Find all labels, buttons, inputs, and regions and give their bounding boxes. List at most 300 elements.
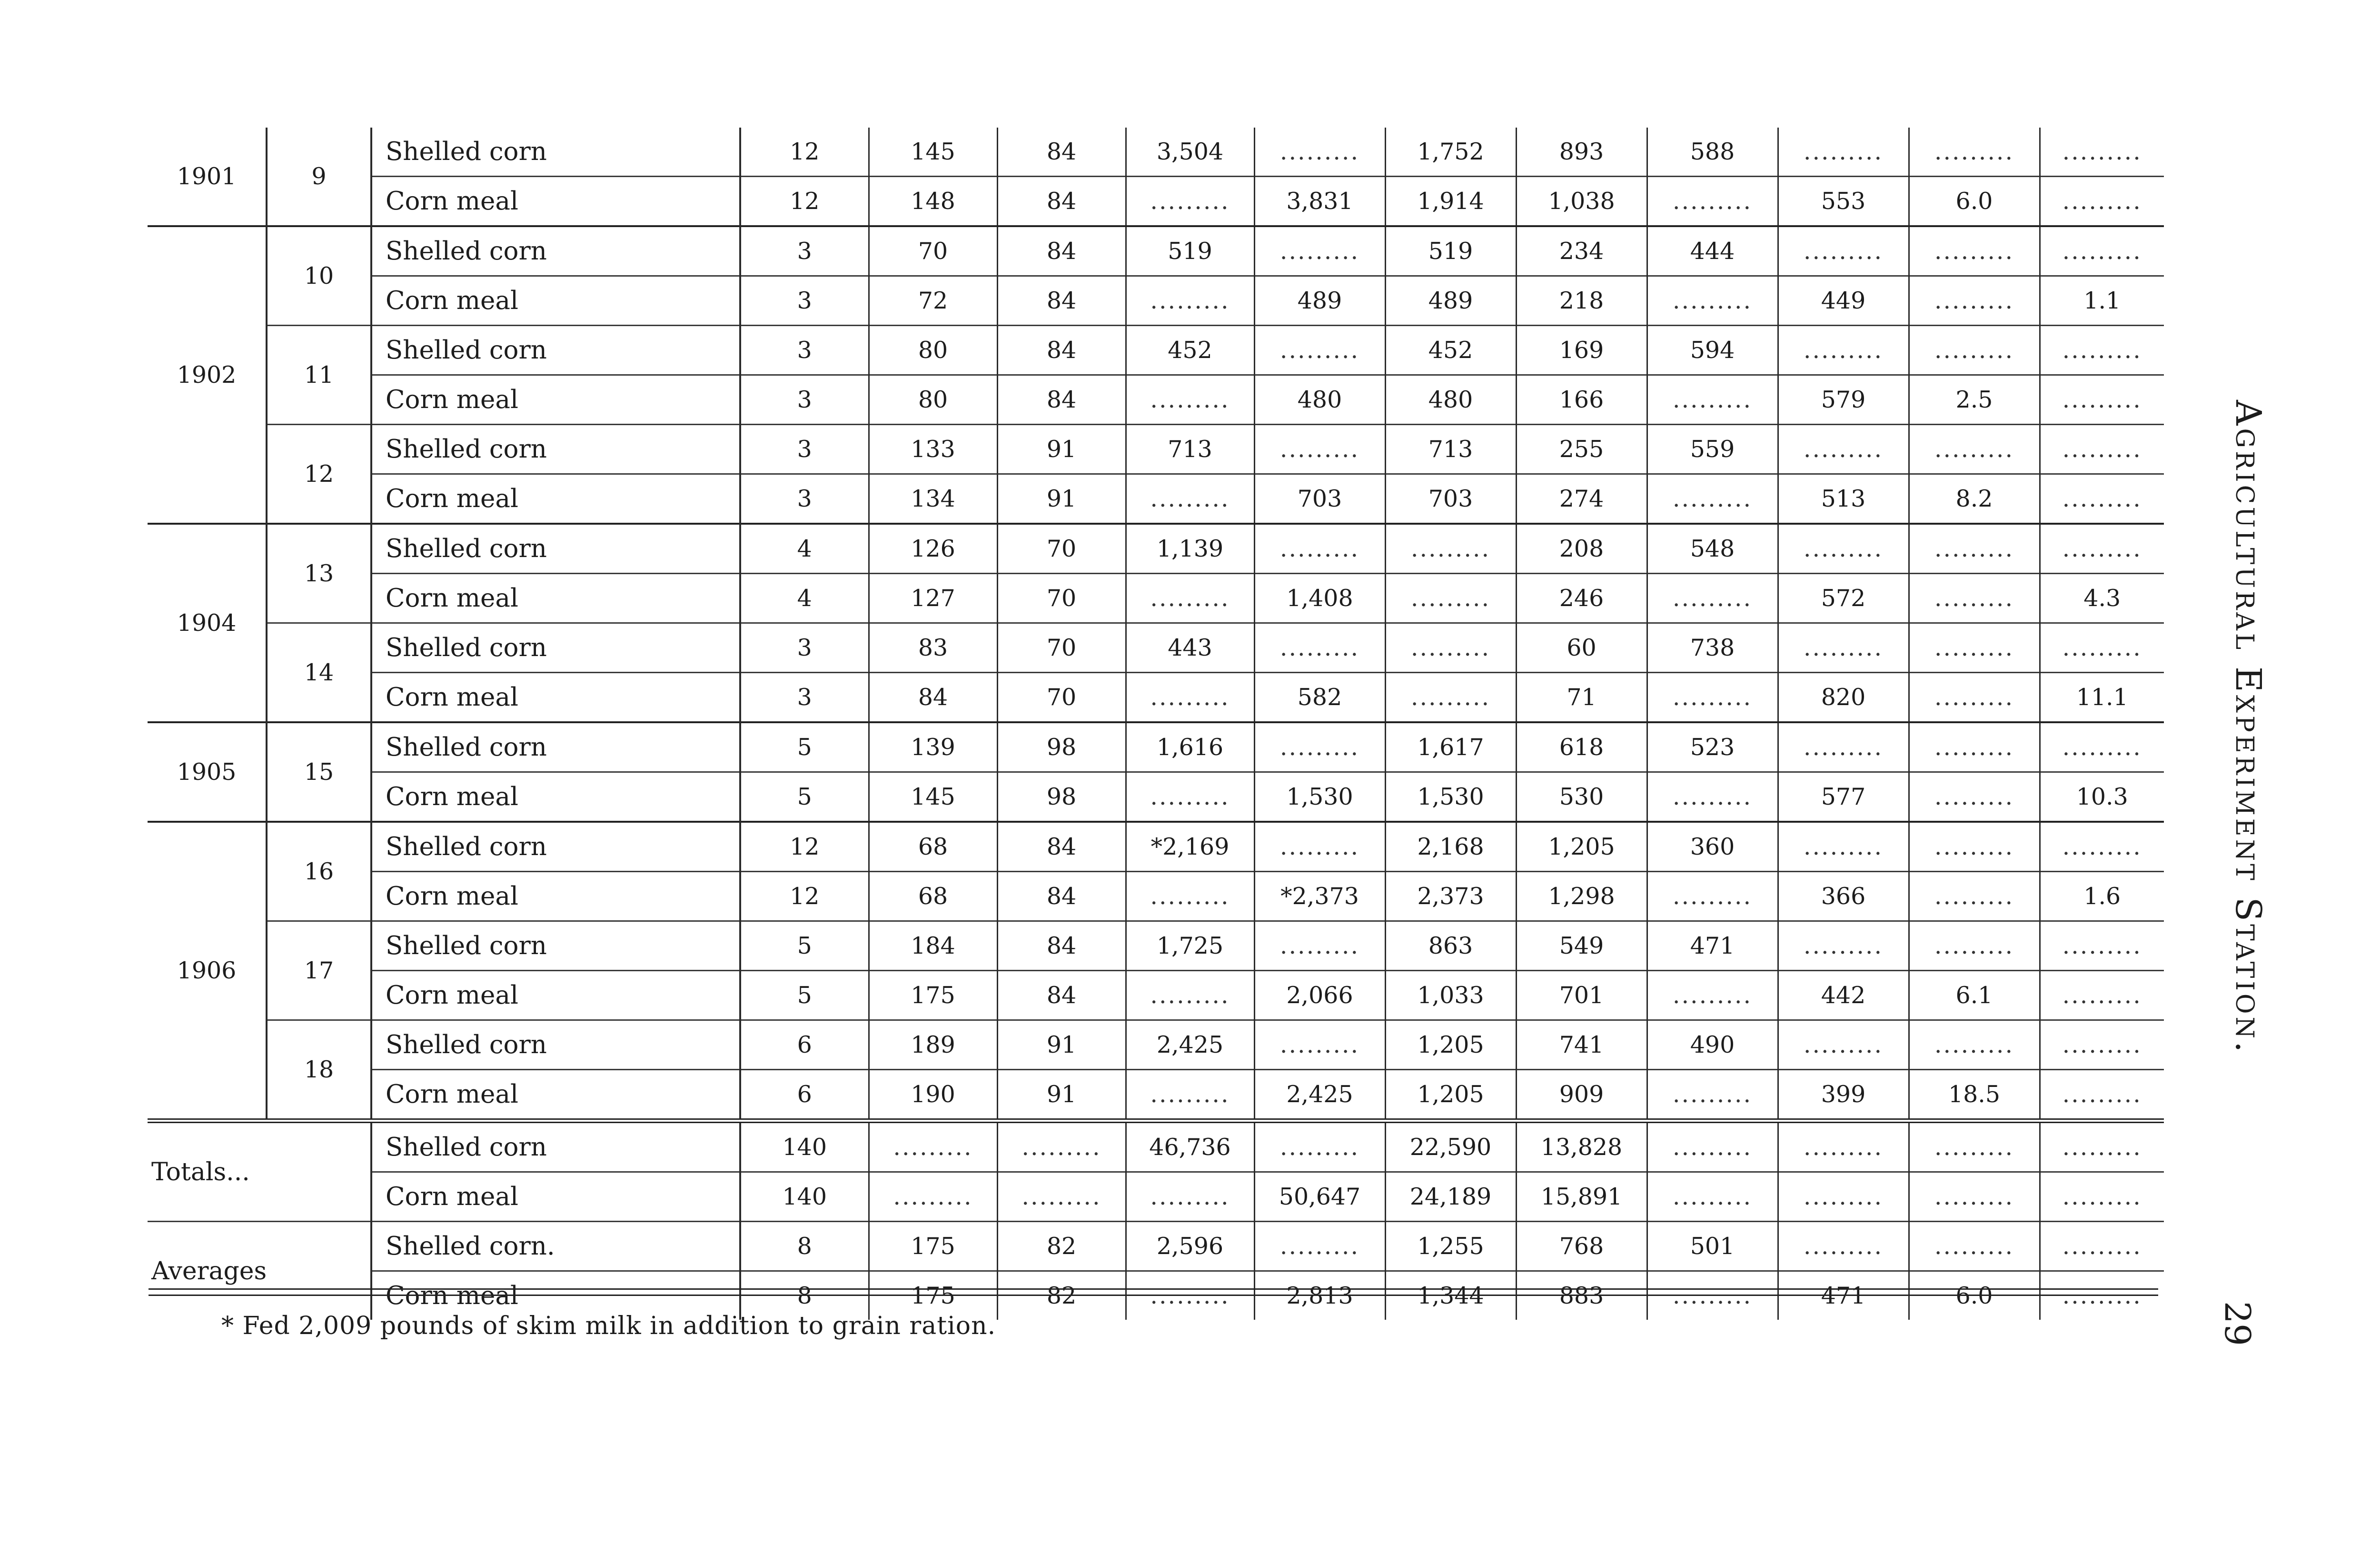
table-cell: 134 — [869, 474, 997, 524]
feed-cell: Corn meal — [371, 574, 740, 623]
leader-dots: ......... — [1150, 485, 1230, 512]
table-cell: 84 — [869, 673, 997, 723]
table-cell — [2040, 971, 2164, 1020]
leader-dots: ......... — [1410, 535, 1491, 562]
table-cell: 84 — [997, 177, 1126, 227]
table-cell: 127 — [869, 574, 997, 623]
leader-dots: ......... — [2062, 1282, 2142, 1309]
table-cell — [869, 1121, 997, 1172]
table-cell — [1126, 276, 1254, 326]
leader-dots: ......... — [1672, 684, 1753, 711]
feed-cell: Corn meal — [371, 1271, 740, 1320]
leader-dots: ......... — [2062, 188, 2142, 215]
table-cell — [1254, 1222, 1385, 1271]
table-cell — [1778, 822, 1909, 872]
table-cell: 893 — [1516, 128, 1647, 177]
feeding-results-table — [148, 128, 2164, 1320]
leader-dots: ......... — [1410, 634, 1491, 661]
totals-row — [148, 1121, 2164, 1172]
table-cell: 126 — [869, 524, 997, 574]
table-cell: 84 — [997, 872, 1126, 921]
table-cell — [1909, 128, 2040, 177]
leader-dots: ......... — [1934, 1183, 2014, 1210]
leader-dots: ......... — [1150, 386, 1230, 413]
table-cell: 1,255 — [1385, 1222, 1516, 1271]
leader-dots: ......... — [1279, 535, 1360, 562]
table-cell — [1909, 772, 2040, 822]
year-cell: 1904 — [148, 524, 267, 722]
table-cell: 234 — [1516, 226, 1647, 276]
leader-dots: ......... — [2062, 1081, 2142, 1108]
table-cell — [1254, 623, 1385, 673]
table-cell — [1778, 128, 1909, 177]
lot-number-cell: 12 — [267, 425, 371, 524]
lot-number-cell: 17 — [267, 921, 371, 1020]
table-row — [148, 722, 2164, 772]
table-cell — [1647, 971, 1778, 1020]
averages-row — [148, 1222, 2164, 1271]
leader-dots: ......... — [2062, 932, 2142, 959]
table-cell — [997, 1121, 1126, 1172]
table-cell: 84 — [997, 128, 1126, 177]
leader-dots: ......... — [2062, 337, 2142, 364]
table-cell: 169 — [1516, 326, 1647, 375]
table-cell — [2040, 1070, 2164, 1121]
table-cell: 274 — [1516, 474, 1647, 524]
table-cell: 98 — [997, 772, 1126, 822]
table-cell: 15,891 — [1516, 1172, 1647, 1222]
table-row — [148, 1070, 2164, 1121]
table-cell — [1647, 1172, 1778, 1222]
table-cell — [1909, 623, 2040, 673]
table-cell: 50,647 — [1254, 1172, 1385, 1222]
table-cell: 3 — [740, 226, 869, 276]
table-cell — [1647, 872, 1778, 921]
table-cell — [1647, 772, 1778, 822]
table-cell — [1647, 1070, 1778, 1121]
leader-dots: ......... — [1279, 238, 1360, 265]
table-cell: 1,530 — [1254, 772, 1385, 822]
table-cell: 22,590 — [1385, 1121, 1516, 1172]
table-cell — [1126, 1172, 1254, 1222]
table-cell: 1,914 — [1385, 177, 1516, 227]
table-cell: 71 — [1516, 673, 1647, 723]
table-cell: 741 — [1516, 1020, 1647, 1070]
table-cell — [997, 1172, 1126, 1222]
table-cell: 8 — [740, 1271, 869, 1320]
lot-number-cell: 15 — [267, 722, 371, 822]
feed-cell: Shelled corn — [371, 524, 740, 574]
feed-cell: Shelled corn — [371, 722, 740, 772]
leader-dots: ......... — [1150, 585, 1230, 612]
table-cell — [1126, 971, 1254, 1020]
table-cell: 909 — [1516, 1070, 1647, 1121]
table-cell: 883 — [1516, 1271, 1647, 1320]
table-cell: 444 — [1647, 226, 1778, 276]
year-cell: 1906 — [148, 822, 267, 1121]
table-cell: 83 — [869, 623, 997, 673]
table-cell: 208 — [1516, 524, 1647, 574]
leader-dots: ......... — [1934, 1031, 2014, 1058]
table-cell — [1126, 574, 1254, 623]
table-cell: 91 — [997, 474, 1126, 524]
table-cell — [1909, 574, 2040, 623]
table-cell: 80 — [869, 326, 997, 375]
table-cell: 46,736 — [1126, 1121, 1254, 1172]
leader-dots: ......... — [1279, 337, 1360, 364]
table-cell — [1254, 722, 1385, 772]
feed-cell: Shelled corn — [371, 326, 740, 375]
table-cell: 1,033 — [1385, 971, 1516, 1020]
table-cell — [1126, 772, 1254, 822]
year-cell: 1902 — [148, 226, 267, 524]
table-cell: 471 — [1778, 1271, 1909, 1320]
averages-label: Averages — [148, 1222, 371, 1320]
table-cell: 489 — [1254, 276, 1385, 326]
table-cell — [1254, 921, 1385, 971]
table-cell: 70 — [997, 673, 1126, 723]
table-cell: 133 — [869, 425, 997, 474]
leader-dots: ......... — [1934, 436, 2014, 463]
table-row — [148, 524, 2164, 574]
table-cell: 3,831 — [1254, 177, 1385, 227]
table-cell: 84 — [997, 326, 1126, 375]
table-cell: 2,596 — [1126, 1222, 1254, 1271]
table-cell: 2.5 — [1909, 375, 2040, 425]
table-cell — [1778, 1222, 1909, 1271]
feed-cell: Shelled corn — [371, 822, 740, 872]
table-cell — [1909, 276, 2040, 326]
feed-cell: Shelled corn — [371, 128, 740, 177]
table-cell — [1778, 722, 1909, 772]
table-cell: 255 — [1516, 425, 1647, 474]
leader-dots: ......... — [1279, 1134, 1360, 1161]
leader-dots: ......... — [1279, 634, 1360, 661]
table-cell: 12 — [740, 177, 869, 227]
leader-dots: ......... — [2062, 535, 2142, 562]
table-cell — [1254, 425, 1385, 474]
table-bottom-rule — [149, 1288, 2158, 1296]
feed-cell: Shelled corn — [371, 1020, 740, 1070]
table-cell: 10.3 — [2040, 772, 2164, 822]
feed-cell: Shelled corn — [371, 1121, 740, 1172]
table-row — [148, 326, 2164, 375]
totals-row — [148, 1172, 2164, 1222]
table-row — [148, 673, 2164, 723]
leader-dots: ......... — [1279, 1031, 1360, 1058]
table-cell — [2040, 1222, 2164, 1271]
leader-dots: ......... — [1150, 982, 1230, 1009]
leader-dots: ......... — [1934, 1134, 2014, 1161]
table-cell — [869, 1172, 997, 1222]
feed-cell: Shelled corn — [371, 425, 740, 474]
table-cell — [1254, 524, 1385, 574]
table-cell — [2040, 1121, 2164, 1172]
table-cell: 820 — [1778, 673, 1909, 723]
table-cell — [1778, 921, 1909, 971]
leader-dots: ......... — [2062, 238, 2142, 265]
table-cell: 145 — [869, 772, 997, 822]
table-cell: 1,298 — [1516, 872, 1647, 921]
table-cell — [1909, 425, 2040, 474]
leader-dots: ......... — [1672, 188, 1753, 215]
table-cell: 190 — [869, 1070, 997, 1121]
leader-dots: ......... — [1672, 982, 1753, 1009]
table-row — [148, 574, 2164, 623]
table-cell: 523 — [1647, 722, 1778, 772]
page-number: 29 — [2217, 1301, 2258, 1346]
leader-dots: ......... — [1672, 1134, 1753, 1161]
table-cell: 3 — [740, 276, 869, 326]
table-cell — [1254, 326, 1385, 375]
table-cell: 91 — [997, 1020, 1126, 1070]
leader-dots: ......... — [1803, 634, 1884, 661]
table-cell: 60 — [1516, 623, 1647, 673]
table-cell: 11.1 — [2040, 673, 2164, 723]
table-cell — [2040, 128, 2164, 177]
table-cell: 548 — [1647, 524, 1778, 574]
leader-dots: ......... — [2062, 1233, 2142, 1260]
year-cell: 1905 — [148, 722, 267, 822]
lot-number-cell: 13 — [267, 524, 371, 623]
table-row — [148, 177, 2164, 227]
table-cell: 5 — [740, 772, 869, 822]
table-cell — [1647, 177, 1778, 227]
table-cell: 3 — [740, 375, 869, 425]
leader-dots: ......... — [1803, 734, 1884, 761]
leader-dots: ......... — [1150, 1282, 1230, 1309]
leader-dots: ......... — [1672, 1183, 1753, 1210]
table-cell — [1647, 673, 1778, 723]
feed-cell: Shelled corn — [371, 226, 740, 276]
leader-dots: ......... — [893, 1183, 973, 1210]
table-cell — [1778, 326, 1909, 375]
leader-dots: ......... — [1672, 585, 1753, 612]
table-cell: 1.6 — [2040, 872, 2164, 921]
leader-dots: ......... — [1803, 138, 1884, 165]
leader-dots: ......... — [2062, 485, 2142, 512]
table-row — [148, 375, 2164, 425]
feed-cell: Corn meal — [371, 1070, 740, 1121]
table-cell: 703 — [1385, 474, 1516, 524]
leader-dots: ......... — [2062, 1134, 2142, 1161]
leader-dots: ......... — [1934, 585, 2014, 612]
table-cell: 84 — [997, 921, 1126, 971]
lot-number-cell: 16 — [267, 822, 371, 921]
table-cell — [1909, 524, 2040, 574]
table-cell: 553 — [1778, 177, 1909, 227]
table-cell: 1,205 — [1516, 822, 1647, 872]
leader-dots: ......... — [1410, 585, 1491, 612]
table-cell — [1385, 673, 1516, 723]
table-cell: 3 — [740, 673, 869, 723]
leader-dots: ......... — [1934, 138, 2014, 165]
table-cell: 13,828 — [1516, 1121, 1647, 1172]
leader-dots: ......... — [1150, 883, 1230, 910]
feed-cell: Corn meal — [371, 872, 740, 921]
leader-dots: ......... — [2062, 833, 2142, 860]
table-cell: 530 — [1516, 772, 1647, 822]
table-cell: 72 — [869, 276, 997, 326]
table-cell: 98 — [997, 722, 1126, 772]
table-cell: 579 — [1778, 375, 1909, 425]
table-cell: 3 — [740, 326, 869, 375]
table-row — [148, 474, 2164, 524]
table-cell: 4 — [740, 524, 869, 574]
table-cell — [1647, 574, 1778, 623]
leader-dots: ......... — [2062, 1183, 2142, 1210]
table-cell: 713 — [1385, 425, 1516, 474]
table-cell: 480 — [1385, 375, 1516, 425]
feed-cell: Corn meal — [371, 772, 740, 822]
table-cell: 1,139 — [1126, 524, 1254, 574]
table-cell — [1647, 375, 1778, 425]
table-cell: 8.2 — [1909, 474, 2040, 524]
table-cell: 140 — [740, 1121, 869, 1172]
table-cell — [1778, 425, 1909, 474]
table-cell: 246 — [1516, 574, 1647, 623]
table-cell: 519 — [1126, 226, 1254, 276]
table-cell — [1126, 375, 1254, 425]
table-cell — [1909, 1172, 2040, 1222]
table-cell: 24,189 — [1385, 1172, 1516, 1222]
table-cell — [1254, 1020, 1385, 1070]
table-row — [148, 822, 2164, 872]
table-cell: 175 — [869, 1271, 997, 1320]
table-cell — [1909, 1121, 2040, 1172]
table-cell — [1778, 623, 1909, 673]
table-cell: 68 — [869, 822, 997, 872]
leader-dots: ......... — [2062, 436, 2142, 463]
table-cell — [1254, 1121, 1385, 1172]
table-cell: 70 — [869, 226, 997, 276]
table-cell: 863 — [1385, 921, 1516, 971]
table-cell: 452 — [1126, 326, 1254, 375]
table-cell: *2,373 — [1254, 872, 1385, 921]
leader-dots: ......... — [2062, 634, 2142, 661]
footnote: * Fed 2,009 pounds of skim milk in addition to grain ration. — [221, 1312, 996, 1340]
leader-dots: ......... — [1803, 337, 1884, 364]
table-cell — [1254, 128, 1385, 177]
table-cell: 452 — [1385, 326, 1516, 375]
leader-dots: ......... — [2062, 386, 2142, 413]
table-cell: 1,408 — [1254, 574, 1385, 623]
leader-dots: ......... — [1021, 1134, 1101, 1161]
leader-dots: ......... — [1150, 783, 1230, 810]
table-cell: 6.0 — [1909, 1271, 2040, 1320]
table-cell: 1,530 — [1385, 772, 1516, 822]
table-cell: 6.1 — [1909, 971, 2040, 1020]
feed-cell: Shelled corn — [371, 623, 740, 673]
leader-dots: ......... — [1672, 485, 1753, 512]
table-cell: 519 — [1385, 226, 1516, 276]
table-cell: 366 — [1778, 872, 1909, 921]
leader-dots: ......... — [1803, 932, 1884, 959]
table-cell — [1385, 623, 1516, 673]
table-cell: 471 — [1647, 921, 1778, 971]
table-cell: 70 — [997, 623, 1126, 673]
table-row — [148, 276, 2164, 326]
table-cell: 594 — [1647, 326, 1778, 375]
table-cell — [1126, 872, 1254, 921]
table-cell — [2040, 226, 2164, 276]
table-cell: 148 — [869, 177, 997, 227]
year-cell: 1901 — [177, 163, 237, 190]
table-cell — [2040, 375, 2164, 425]
table-cell: 738 — [1647, 623, 1778, 673]
table-cell — [1909, 722, 2040, 772]
table-cell: 3,504 — [1126, 128, 1254, 177]
leader-dots: ......... — [1150, 188, 1230, 215]
feed-cell: Corn meal — [371, 375, 740, 425]
table-cell: 5 — [740, 971, 869, 1020]
table-cell: 140 — [740, 1172, 869, 1222]
table-cell: 6 — [740, 1020, 869, 1070]
table-cell: 184 — [869, 921, 997, 971]
table-cell — [2040, 1172, 2164, 1222]
leader-dots: ......... — [1803, 1134, 1884, 1161]
table-cell: 4 — [740, 574, 869, 623]
table-cell: 8 — [740, 1222, 869, 1271]
table-cell: 2,813 — [1254, 1271, 1385, 1320]
leader-dots: ......... — [893, 1134, 973, 1161]
table-cell: 501 — [1647, 1222, 1778, 1271]
table-cell: 449 — [1778, 276, 1909, 326]
table-cell: 443 — [1126, 623, 1254, 673]
table-cell — [1909, 1222, 2040, 1271]
leader-dots: ......... — [1672, 783, 1753, 810]
table-cell: 139 — [869, 722, 997, 772]
table-cell — [1126, 673, 1254, 723]
table-cell: 1,616 — [1126, 722, 1254, 772]
table-cell: 82 — [997, 1222, 1126, 1271]
table-cell: 2,066 — [1254, 971, 1385, 1020]
leader-dots: ......... — [1672, 386, 1753, 413]
lot-number-cell: 9 — [267, 128, 371, 226]
feed-cell: Corn meal — [371, 474, 740, 524]
table-cell: 1,344 — [1385, 1271, 1516, 1320]
leader-dots: ......... — [1279, 436, 1360, 463]
leader-dots: ......... — [1934, 535, 2014, 562]
table-cell: 82 — [997, 1271, 1126, 1320]
table-cell: 618 — [1516, 722, 1647, 772]
totals-label: Totals... — [148, 1121, 371, 1222]
table-cell — [2040, 822, 2164, 872]
lot-number-cell: 10 — [267, 226, 371, 326]
table-cell — [1254, 822, 1385, 872]
leader-dots: ......... — [1279, 1233, 1360, 1260]
table-cell: 84 — [997, 226, 1126, 276]
leader-dots: ......... — [1934, 287, 2014, 314]
table-cell — [1909, 1020, 2040, 1070]
leader-dots: ......... — [1934, 932, 2014, 959]
table-cell: 768 — [1516, 1222, 1647, 1271]
leader-dots: ......... — [1803, 833, 1884, 860]
table-cell — [1909, 822, 2040, 872]
table-cell — [1909, 226, 2040, 276]
table-cell: 1.1 — [2040, 276, 2164, 326]
table-cell: 2,425 — [1254, 1070, 1385, 1121]
table-cell: 1,205 — [1385, 1070, 1516, 1121]
table-cell: 701 — [1516, 971, 1647, 1020]
table-cell: 1,725 — [1126, 921, 1254, 971]
leader-dots: ......... — [1672, 1081, 1753, 1108]
table-cell — [2040, 1020, 2164, 1070]
leader-dots: ......... — [1279, 734, 1360, 761]
leader-dots: ......... — [1150, 1183, 1230, 1210]
table-cell: 2,168 — [1385, 822, 1516, 872]
feed-cell: Shelled corn. — [371, 1222, 740, 1271]
